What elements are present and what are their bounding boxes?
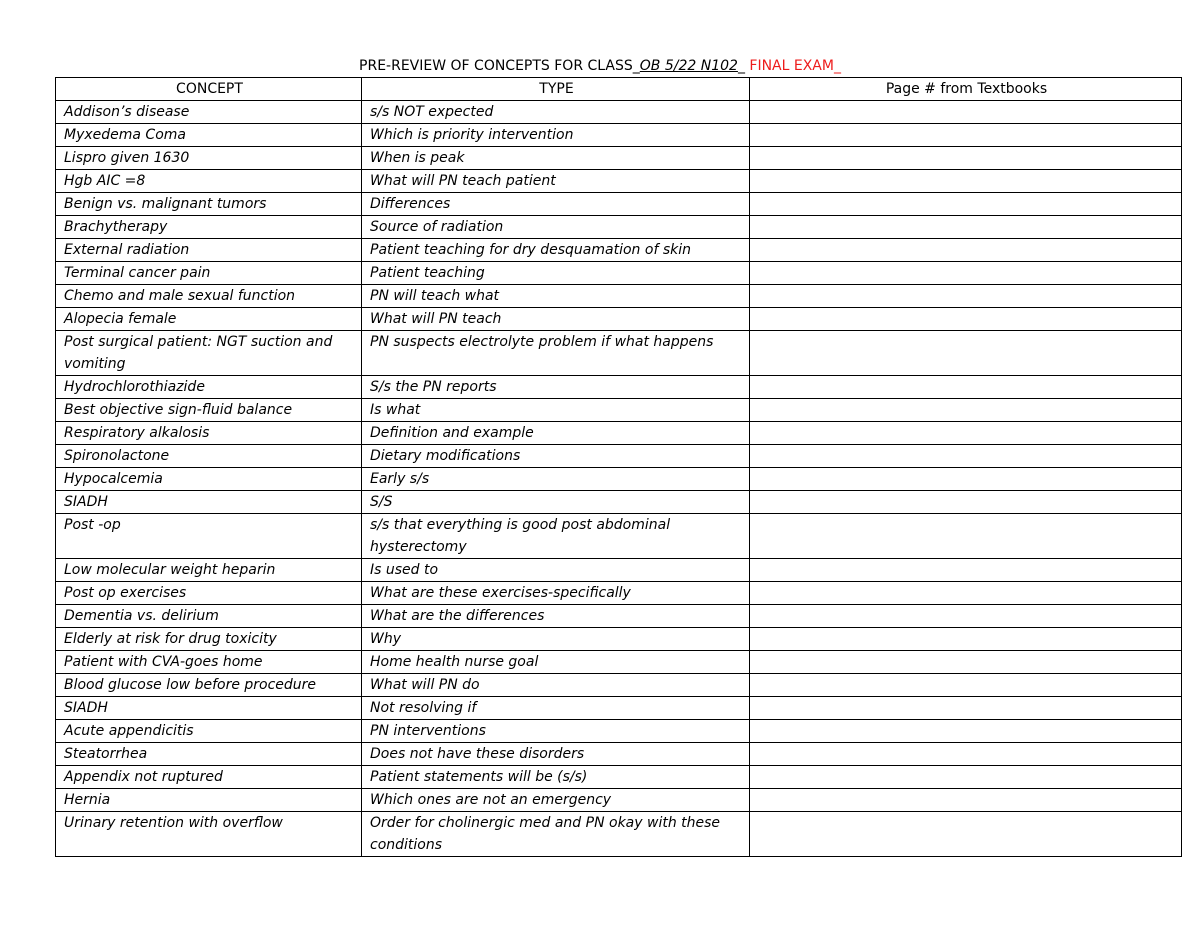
table-row [56, 239, 1182, 262]
type-cell: Which is priority intervention [362, 124, 750, 147]
type-cell: PN will teach what [362, 285, 750, 308]
table-row [56, 101, 1182, 124]
concept-cell: Post op exercises [56, 582, 362, 605]
type-cell: Is used to [362, 559, 750, 582]
table-row [56, 697, 1182, 720]
table-header-row [56, 78, 1182, 101]
title-class-blank-lead: _ [632, 58, 640, 74]
concept-cell: Terminal cancer pain [56, 262, 362, 285]
table-row [56, 445, 1182, 468]
page-cell [750, 124, 1182, 147]
table-row [56, 422, 1182, 445]
page-cell [750, 101, 1182, 124]
type-cell: Definition and example [362, 422, 750, 445]
table-row [56, 789, 1182, 812]
type-cell: Patient teaching for dry desquamation of skin [362, 239, 750, 262]
table-row [56, 124, 1182, 147]
type-cell: When is peak [362, 147, 750, 170]
table-row [56, 743, 1182, 766]
table-row [56, 331, 1182, 376]
table-row [56, 193, 1182, 216]
page-cell [750, 514, 1182, 559]
table-body [56, 101, 1182, 857]
page-cell [750, 605, 1182, 628]
table-row [56, 216, 1182, 239]
header-page: Page # from Textbooks [750, 78, 1182, 101]
page-cell [750, 399, 1182, 422]
table-row [56, 766, 1182, 789]
page-cell [750, 193, 1182, 216]
title-prefix: PRE-REVIEW OF CONCEPTS FOR CLASS [359, 58, 633, 74]
page-title [0, 56, 1200, 76]
concept-cell: Dementia vs. delirium [56, 605, 362, 628]
type-cell: What will PN teach [362, 308, 750, 331]
concept-cell: Steatorrhea [56, 743, 362, 766]
page-cell [750, 445, 1182, 468]
concept-cell: External radiation [56, 239, 362, 262]
concept-cell: Post -op [56, 514, 362, 559]
concept-cell: Blood glucose low before procedure [56, 674, 362, 697]
table-row [56, 491, 1182, 514]
table-row [56, 674, 1182, 697]
table-row [56, 170, 1182, 193]
type-cell: What will PN teach patient [362, 170, 750, 193]
table-row [56, 651, 1182, 674]
table-row [56, 399, 1182, 422]
table-row [56, 308, 1182, 331]
concept-cell: Myxedema Coma [56, 124, 362, 147]
page-cell [750, 422, 1182, 445]
page-cell [750, 170, 1182, 193]
concept-cell: Hydrochlorothiazide [56, 376, 362, 399]
concept-cell: Spironolactone [56, 445, 362, 468]
page-cell [750, 239, 1182, 262]
page-cell [750, 766, 1182, 789]
type-cell: Differences [362, 193, 750, 216]
page-cell [750, 743, 1182, 766]
type-cell: Is what [362, 399, 750, 422]
type-cell: S/S [362, 491, 750, 514]
table-row [56, 285, 1182, 308]
concept-cell: Post surgical patient: NGT suction and vomiting [56, 331, 362, 376]
title-exam: FINAL EXAM_ [744, 58, 841, 74]
page-cell [750, 812, 1182, 857]
type-cell: s/s that everything is good post abdominal hysterectomy [362, 514, 750, 559]
concept-cell: Patient with CVA-goes home [56, 651, 362, 674]
table-row [56, 605, 1182, 628]
type-cell: PN suspects electrolyte problem if what happens [362, 331, 750, 376]
concept-cell: Chemo and male sexual function [56, 285, 362, 308]
page-cell [750, 491, 1182, 514]
table-row [56, 720, 1182, 743]
header-type: TYPE [362, 78, 750, 101]
header-concept: CONCEPT [56, 78, 362, 101]
type-cell: Home health nurse goal [362, 651, 750, 674]
concept-cell: Hgb AIC =8 [56, 170, 362, 193]
concept-cell: Benign vs. malignant tumors [56, 193, 362, 216]
type-cell: Not resolving if [362, 697, 750, 720]
type-cell: Source of radiation [362, 216, 750, 239]
table-row [56, 262, 1182, 285]
table-row [56, 147, 1182, 170]
page-cell [750, 789, 1182, 812]
page-cell [750, 262, 1182, 285]
type-cell: Patient statements will be (s/s) [362, 766, 750, 789]
concept-cell: Acute appendicitis [56, 720, 362, 743]
table-row [56, 376, 1182, 399]
type-cell: What are the differences [362, 605, 750, 628]
page-cell [750, 331, 1182, 376]
table-row [56, 468, 1182, 491]
title-class-blank-trail: _ [737, 58, 745, 74]
page-cell [750, 376, 1182, 399]
concept-cell: Addison’s disease [56, 101, 362, 124]
table-row [56, 582, 1182, 605]
type-cell: Early s/s [362, 468, 750, 491]
type-cell: Why [362, 628, 750, 651]
concept-cell: Appendix not ruptured [56, 766, 362, 789]
page-cell [750, 674, 1182, 697]
table-row [56, 514, 1182, 559]
type-cell: What are these exercises-specifically [362, 582, 750, 605]
page-cell [750, 697, 1182, 720]
page-cell [750, 216, 1182, 239]
concept-cell: Elderly at risk for drug toxicity [56, 628, 362, 651]
page-cell [750, 582, 1182, 605]
concept-cell: Low molecular weight heparin [56, 559, 362, 582]
table-row [56, 628, 1182, 651]
type-cell: PN interventions [362, 720, 750, 743]
concept-cell: Alopecia female [56, 308, 362, 331]
page-cell [750, 147, 1182, 170]
concept-cell: Hernia [56, 789, 362, 812]
page-cell [750, 308, 1182, 331]
concept-cell: Lispro given 1630 [56, 147, 362, 170]
title-class-value: OB 5/22 N102 [639, 58, 738, 74]
concepts-table [55, 77, 1182, 857]
concept-cell: Best objective sign-fluid balance [56, 399, 362, 422]
page-cell [750, 651, 1182, 674]
concept-cell: SIADH [56, 697, 362, 720]
type-cell: What will PN do [362, 674, 750, 697]
concept-cell: Brachytherapy [56, 216, 362, 239]
page-cell [750, 468, 1182, 491]
type-cell: Patient teaching [362, 262, 750, 285]
type-cell: Order for cholinergic med and PN okay with these conditions [362, 812, 750, 857]
concept-cell: SIADH [56, 491, 362, 514]
type-cell: Which ones are not an emergency [362, 789, 750, 812]
type-cell: s/s NOT expected [362, 101, 750, 124]
table-row [56, 812, 1182, 857]
type-cell: Dietary modifications [362, 445, 750, 468]
concept-cell: Respiratory alkalosis [56, 422, 362, 445]
page-cell [750, 559, 1182, 582]
concept-cell: Urinary retention with overflow [56, 812, 362, 857]
page-cell [750, 720, 1182, 743]
type-cell: S/s the PN reports [362, 376, 750, 399]
type-cell: Does not have these disorders [362, 743, 750, 766]
table-row [56, 559, 1182, 582]
concept-cell: Hypocalcemia [56, 468, 362, 491]
page-cell [750, 285, 1182, 308]
page-cell [750, 628, 1182, 651]
